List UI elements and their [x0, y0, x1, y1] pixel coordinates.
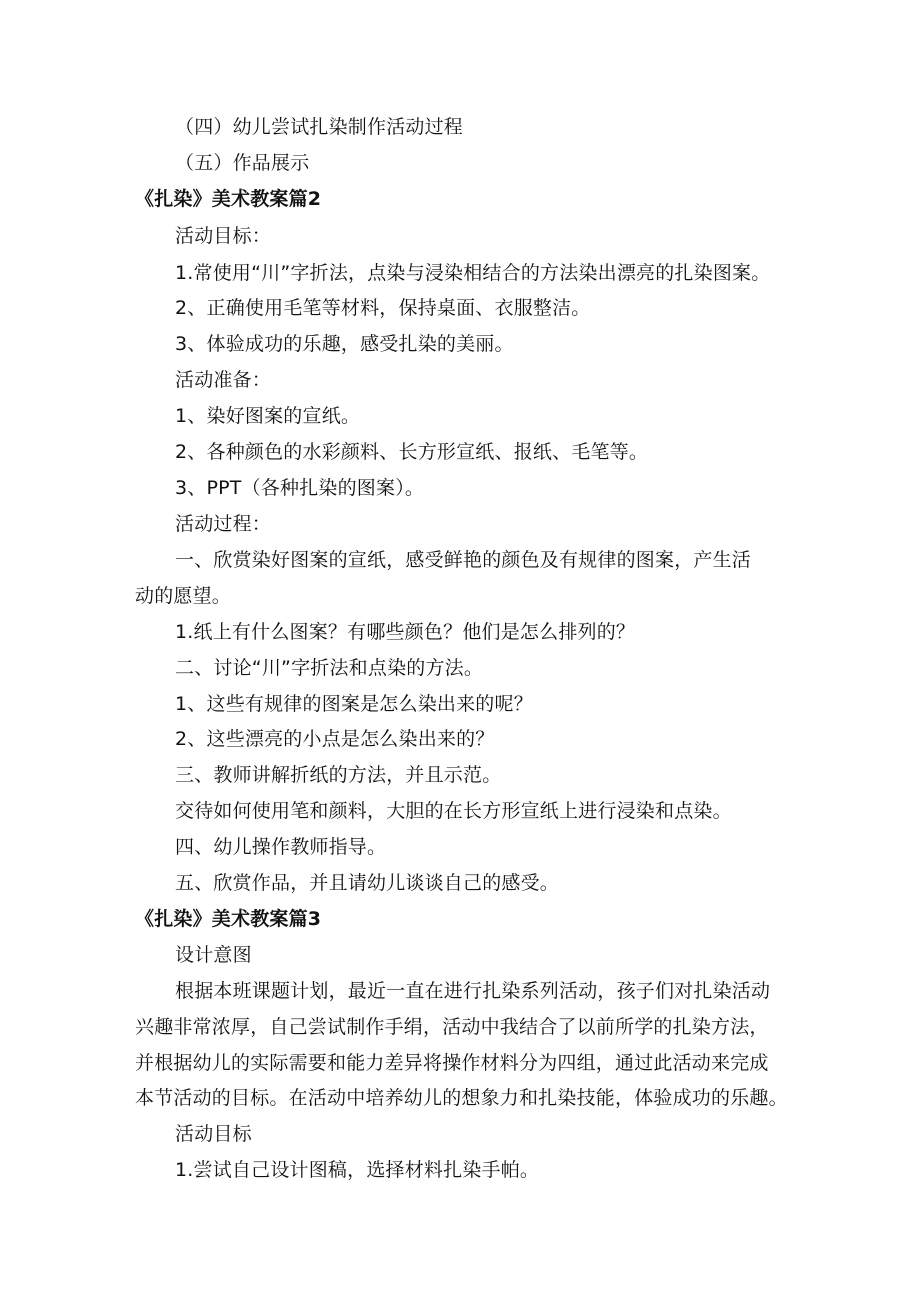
subheading-design-intent: 设计意图: [175, 944, 252, 966]
goal-item-2: 2、正确使用毛笔等材料，保持桌面、衣服整洁。: [175, 297, 591, 319]
subheading-goals-3: 活动目标: [175, 1123, 252, 1145]
prep-item-2: 2、各种颜色的水彩颜料、长方形宣纸、报纸、毛笔等。: [175, 441, 649, 463]
design-paragraph-line-2: 兴趣非常浓厚，自己尝试制作手绢，活动中我结合了以前所学的扎染方法，: [135, 1016, 769, 1038]
section-item-4: （四）幼儿尝试扎染制作活动过程: [175, 116, 464, 138]
prep-item-3: 3、PPT（各种扎染的图案）。: [175, 477, 425, 499]
process-question-2: 1、这些有规律的图案是怎么染出来的呢？: [175, 693, 533, 715]
section-heading-2: 《扎染》美术教案篇2: [135, 188, 322, 210]
process-step-3: 三、教师讲解折纸的方法，并且示范。: [175, 764, 502, 786]
goal-item-3: 3、体验成功的乐趣，感受扎染的美丽。: [175, 333, 514, 355]
prep-item-1: 1、染好图案的宣纸。: [175, 405, 361, 427]
process-step-2: 二、讨论“川”字折法和点染的方法。: [175, 657, 484, 679]
section-heading-3: 《扎染》美术教案篇3: [135, 908, 322, 930]
process-step-5: 五、欣赏作品，并且请幼儿谈谈自己的感受。: [175, 872, 560, 894]
process-step-1-cont: 动的愿望。: [135, 585, 232, 607]
process-step-4: 四、幼儿操作教师指导。: [175, 836, 387, 858]
subheading-goals: 活动目标：: [175, 225, 272, 247]
design-paragraph-line-4: 本节活动的目标。在活动中培养幼儿的想象力和扎染技能，体验成功的乐趣。: [135, 1087, 788, 1109]
goal-3-item-1: 1.尝试自己设计图稿，选择材料扎染手帕。: [175, 1159, 540, 1181]
design-paragraph-line-3: 并根据幼儿的实际需要和能力差异将操作材料分为四组，通过此活动来完成: [135, 1052, 769, 1074]
goal-item-1: 1.常使用“川”字折法，点染与浸染相结合的方法染出漂亮的扎染图案。: [175, 262, 771, 284]
section-item-5: （五）作品展示: [175, 152, 310, 174]
design-paragraph-line-1: 根据本班课题计划，最近一直在进行扎染系列活动，孩子们对扎染活动: [175, 980, 771, 1002]
subheading-preparation: 活动准备：: [175, 369, 272, 391]
process-question-1: 1.纸上有什么图案？有哪些颜色？他们是怎么排列的？: [175, 621, 636, 643]
process-question-3: 2、这些漂亮的小点是怎么染出来的？: [175, 728, 495, 750]
process-step-1: 一、欣赏染好图案的宣纸，感受鲜艳的颜色及有规律的图案，产生活: [175, 549, 752, 571]
process-instruction: 交待如何使用笔和颜料，大胆的在长方形宣纸上进行浸染和点染。: [175, 800, 732, 822]
subheading-process: 活动过程：: [175, 513, 272, 535]
